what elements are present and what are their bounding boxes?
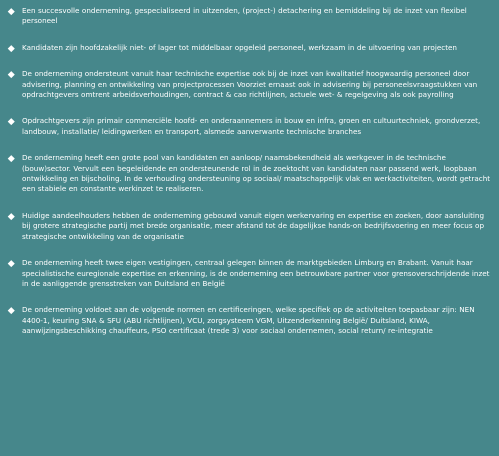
diamond-bullet-icon — [8, 213, 14, 219]
list-item — [8, 258, 491, 289]
bullet-text: De onderneming voldoet aan de volgende normen en certificeringen, welke specifiek op de activiteiten toepasbaar zijn: NEN 4400-1, keuring SNA & SFU (ABU richtlijnen), VCU, zorgsysteem VGM, Uitzenderkenning België/ Duitsland, KIWA, aanwijzingsbeschikking chauffeurs, PSO certificaat (trede 3) voor sociaal ondernemen, social return/ re-integratie — [22, 305, 475, 336]
bullet-text: De onderneming heeft een grote pool van kandidaten en aanloop/ naamsbekendheid als werkgever in de technische (bouw)sector. Vervult een begeleidende en ondersteunende rol in de zoektocht van kandidaten naar passend werk, loopbaan ontwikkeling en bijscholing. In de verhouding ondersteuning op sociaal/ maatschappelijk vlak en werkactiviteiten, wordt getracht een stabiele en constante werkinzet te realiseren. — [22, 153, 491, 194]
list-item — [8, 305, 491, 336]
diamond-bullet-icon — [8, 45, 14, 51]
bullet-text: Huidige aandeelhouders hebben de onderneming gebouwd vanuit eigen werkervaring en expertise en zoeken, door aansluiting bij grotere strategische partij met brede organisatie, meer afstand tot de dagelijkse hands-on bedrijfsvoering en meer focus op strategische ontwikkeling van de organisatie — [22, 210, 485, 241]
list-item — [8, 69, 491, 100]
list-item — [8, 6, 491, 27]
list-item — [8, 116, 491, 137]
bullet-text: Een succesvolle onderneming, gespecialiseerd in uitzenden, (project-) detachering en bemiddeling bij de inzet van flexibel personeel — [22, 6, 467, 26]
list-item — [8, 211, 491, 242]
list-item — [8, 153, 491, 195]
bullet-list — [8, 6, 491, 337]
diamond-bullet-icon — [8, 71, 14, 77]
bullet-text: De onderneming ondersteunt vanuit haar technische expertise ook bij de inzet van kwalitatief hoogwaardig personeel door advisering, planning en ontwikkeling van projectprocessen Voorziet ernaast ook in advisering bij personeelsvraagstukken van opdrachtgevers omtrent arbeidsverhoudingen, contract & cao richtlijnen, actuele wet- & regelgeving als ook payrolling — [22, 69, 478, 100]
diamond-bullet-icon — [8, 307, 14, 313]
diamond-bullet-icon — [8, 155, 14, 161]
diamond-bullet-icon — [8, 8, 14, 14]
diamond-bullet-icon — [8, 260, 14, 266]
diamond-bullet-icon — [8, 118, 14, 124]
bullet-text: Kandidaten zijn hoofdzakelijk niet- of lager tot middelbaar opgeleid personeel, werkzaam in de uitvoering van projecten — [22, 42, 457, 52]
bullet-text: De onderneming heeft twee eigen vestigingen, centraal gelegen binnen de marktgebieden Limburg en Brabant. Vanuit haar specialistische euregionale expertise en erkenning, is de onderneming een betrouwbare partner voor grensoverschrijdende inzet in de aanliggende grensstreken van Duitsland en België — [22, 258, 490, 288]
bullet-text: Opdrachtgevers zijn primair commerciële hoofd- en onderaannemers in bouw en infra, groen en cultuurtechniek, grondverzet, landbouw, installatie/ leidingwerken en transport, alsmede aanverwante technische branches — [22, 116, 481, 136]
list-item — [8, 43, 491, 53]
